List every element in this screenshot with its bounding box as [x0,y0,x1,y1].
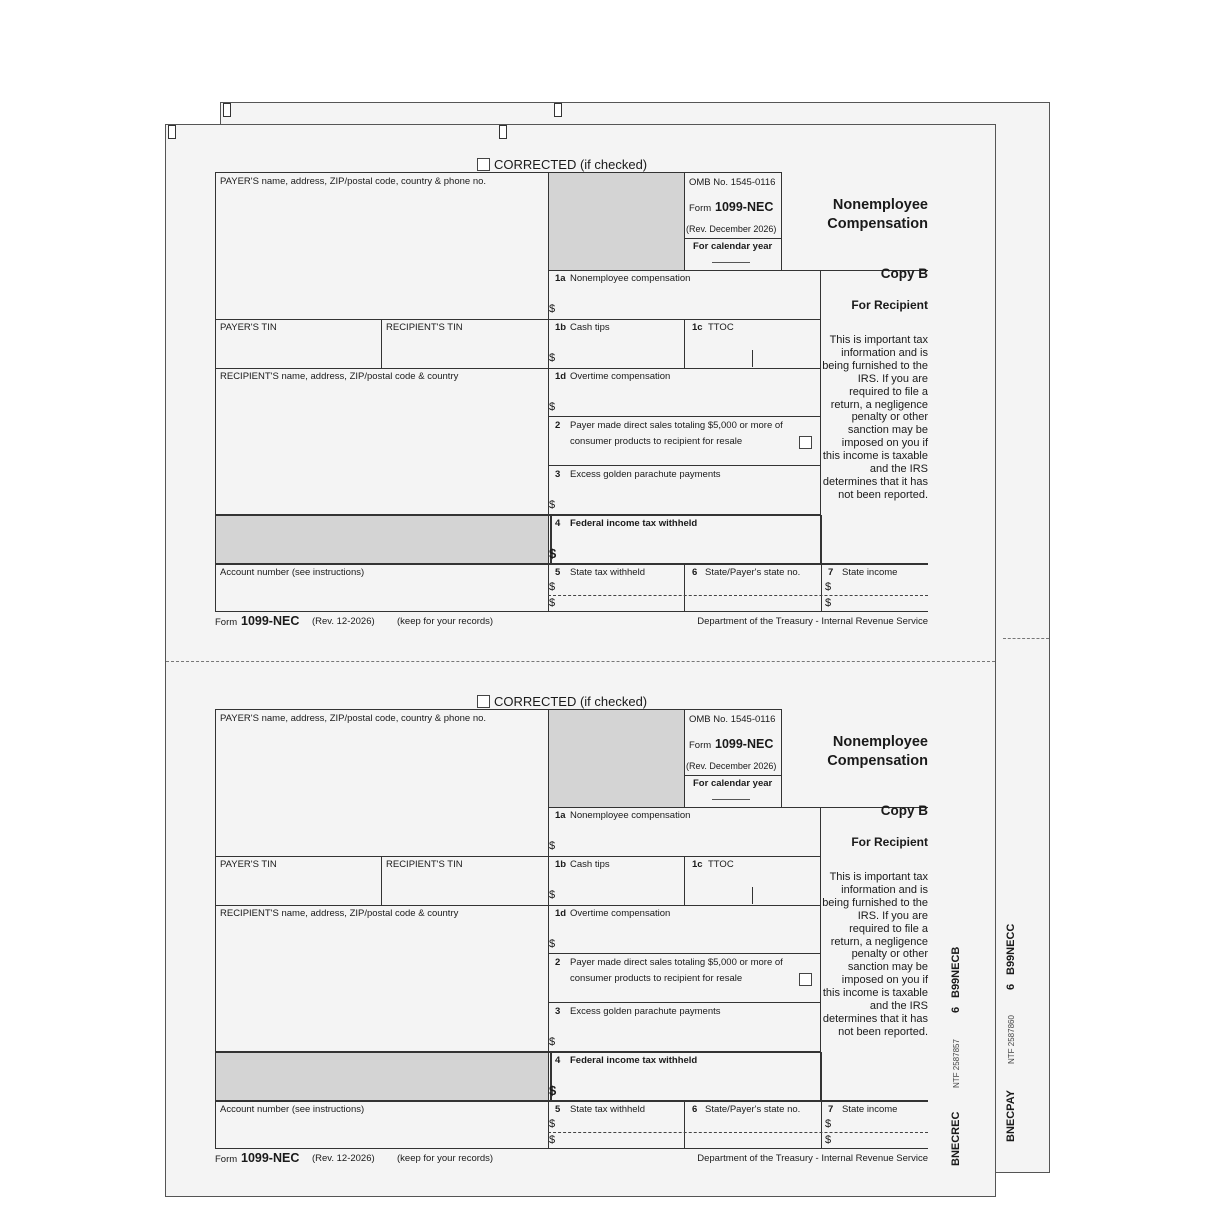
box-6-label: State/Payer's state no. [705,567,801,578]
calendar-year-field[interactable] [712,262,750,263]
shaded-box [548,710,684,807]
corrected-label: CORRECTED (if checked) [494,157,648,172]
box-4-number: 4 [555,518,561,529]
shaded-box [548,173,684,270]
box-5-dollar: $ [549,1118,556,1130]
footer-revision: (Rev. 12-2026) [312,1153,375,1164]
front-form-qty: 6 [950,1006,962,1013]
box-1a-number: 1a [555,810,566,821]
box-5-label: State tax withheld [570,1104,645,1115]
box-6-number: 6 [692,567,698,578]
form-title-line1: Nonemployee [832,197,928,213]
box-4-number: 4 [555,1055,561,1066]
corrected-checkbox[interactable] [477,695,490,708]
form-1099-nec-bottom [215,693,928,1165]
box-7-label: State income [842,567,898,578]
box-1b-label: Cash tips [570,322,610,333]
box-4-label: Federal income tax withheld [570,1055,698,1066]
box-1d-dollar: $ [549,401,556,413]
box-1d-number: 1d [555,371,567,382]
payer-tin-label: PAYER'S TIN [220,322,277,333]
recipient-tin-label: RECIPIENT'S TIN [386,859,463,870]
box-3-label: Excess golden parachute payments [570,1006,721,1017]
box-5-dollar: $ [549,597,556,609]
calendar-year-label: For calendar year [693,778,773,789]
footer-form-prefix: Form [215,1154,238,1165]
front-product-code: BNECREC [950,1111,962,1166]
footer-keep-note: (keep for your records) [397,1153,494,1164]
box-7-number: 7 [828,1104,834,1115]
shaded-box [216,1052,548,1100]
back-product-code: BNECPAY [1005,1090,1017,1142]
footer-revision: (Rev. 12-2026) [312,616,375,627]
box-3-label: Excess golden parachute payments [570,469,721,480]
payer-name-label: PAYER'S name, address, ZIP/postal code, country & phone no. [220,713,487,724]
omb-number: OMB No. 1545-0116 [689,177,776,188]
box-2-number: 2 [555,420,561,431]
box-1d-label: Overtime compensation [570,371,671,382]
payer-name-label: PAYER'S name, address, ZIP/postal code, country & phone no. [220,176,487,187]
revision-date: (Rev. December 2026) [686,224,777,234]
box-5-label: State tax withheld [570,567,645,578]
important-tax-notice: This is important tax information and is being furnished to the IRS. If you are required to file a return, a negligence penalty or other sanction may be imposed on you if this income is taxable and the IRS determines that it has not been reported. [822,334,928,501]
form-name: 1099-NEC [715,200,774,214]
box-3-number: 3 [555,1006,561,1017]
back-form-code: B99NECC [1005,923,1017,975]
box-2-label-line2: consumer products to recipient for resale [570,436,743,447]
box-5-dollar: $ [549,1134,556,1146]
form-prefix: Form [689,740,712,751]
front-ntf-code: NTF 2587857 [952,1039,961,1088]
footer-keep-note: (keep for your records) [397,616,494,627]
box-2-label-line1: Payer made direct sales totaling $5,000 or more of [570,957,783,968]
copy-label: Copy B [880,266,928,281]
recipient-name-label: RECIPIENT'S name, address, ZIP/postal code & country [220,371,459,382]
box-5-dollar: $ [549,581,556,593]
box-1a-label: Nonemployee compensation [570,810,691,821]
form-title-line1: Nonemployee [832,734,928,750]
box-7-number: 7 [828,567,834,578]
important-tax-notice: This is important tax information and is being furnished to the IRS. If you are required to file a return, a negligence penalty or other sanction may be imposed on you if this income is taxable and the IRS determines that it has not been reported. [822,871,928,1038]
corrected-label: CORRECTED (if checked) [494,694,648,709]
box-4-label: Federal income tax withheld [570,518,698,529]
punch-hole [499,125,507,139]
box-1a-label: Nonemployee compensation [570,273,691,284]
calendar-year-field[interactable] [712,799,750,800]
calendar-year-label: For calendar year [693,241,773,252]
box-1b-number: 1b [555,322,567,333]
footer-form-prefix: Form [215,617,238,628]
front-form-code: B99NECB [950,946,962,998]
box-1a-dollar: $ [549,840,556,852]
box-1b-number: 1b [555,859,567,870]
box-2-label-line2: consumer products to recipient for resale [570,973,743,984]
box-1c-number: 1c [692,322,703,333]
revision-date: (Rev. December 2026) [686,761,777,771]
box-1a-dollar: $ [549,303,556,315]
box-1d-label: Overtime compensation [570,908,671,919]
box-4-dollar: $ [549,546,557,561]
box-1c-number: 1c [692,859,703,870]
recipient-tin-label: RECIPIENT'S TIN [386,322,463,333]
perforation-line [1003,638,1049,639]
box-1c-label: TTOC [708,322,734,333]
box-1b-dollar: $ [549,352,556,364]
payer-tin-label: PAYER'S TIN [220,859,277,870]
punch-hole [554,103,562,117]
account-number-label: Account number (see instructions) [220,567,365,578]
box-6-number: 6 [692,1104,698,1115]
box-1b-label: Cash tips [570,859,610,870]
box-3-number: 3 [555,469,561,480]
account-number-label: Account number (see instructions) [220,1104,365,1115]
shaded-box [216,515,548,563]
form-1099-nec-top [215,156,928,628]
form-name: 1099-NEC [715,737,774,751]
box-1c-label: TTOC [708,859,734,870]
form-title-line2: Compensation [827,753,928,769]
omb-number: OMB No. 1545-0116 [689,714,776,725]
footer-form-name: 1099-NEC [241,1151,300,1165]
for-recipient-label: For Recipient [851,298,928,312]
box-7-dollar: $ [825,581,832,593]
box-2-checkbox[interactable] [799,436,812,449]
punch-hole [223,103,231,117]
form-title-line2: Compensation [827,216,928,232]
footer-department: Department of the Treasury - Internal Revenue Service [697,1153,928,1164]
recipient-name-label: RECIPIENT'S name, address, ZIP/postal code & country [220,908,459,919]
box-1d-dollar: $ [549,938,556,950]
box-5-number: 5 [555,1104,561,1115]
punch-hole [168,125,176,139]
box-7-label: State income [842,1104,898,1115]
box-3-dollar: $ [549,1036,556,1048]
for-recipient-label: For Recipient [851,835,928,849]
footer-department: Department of the Treasury - Internal Revenue Service [697,616,928,627]
box-5-number: 5 [555,567,561,578]
form-prefix: Form [689,203,712,214]
corrected-checkbox[interactable] [477,158,490,171]
box-1b-dollar: $ [549,889,556,901]
box-7-dollar: $ [825,1118,832,1130]
box-1a-number: 1a [555,273,566,284]
box-4-dollar: $ [549,1083,557,1098]
box-2-checkbox[interactable] [799,973,812,986]
copy-label: Copy B [880,803,928,818]
box-2-label-line1: Payer made direct sales totaling $5,000 or more of [570,420,783,431]
back-form-qty: 6 [1005,983,1017,990]
footer-form-name: 1099-NEC [241,614,300,628]
perforation-line [166,661,995,662]
box-3-dollar: $ [549,499,556,511]
box-2-number: 2 [555,957,561,968]
box-7-dollar: $ [825,1134,832,1146]
box-1d-number: 1d [555,908,567,919]
back-ntf-code: NTF 2587860 [1007,1015,1016,1064]
box-6-label: State/Payer's state no. [705,1104,801,1115]
box-7-dollar: $ [825,597,832,609]
